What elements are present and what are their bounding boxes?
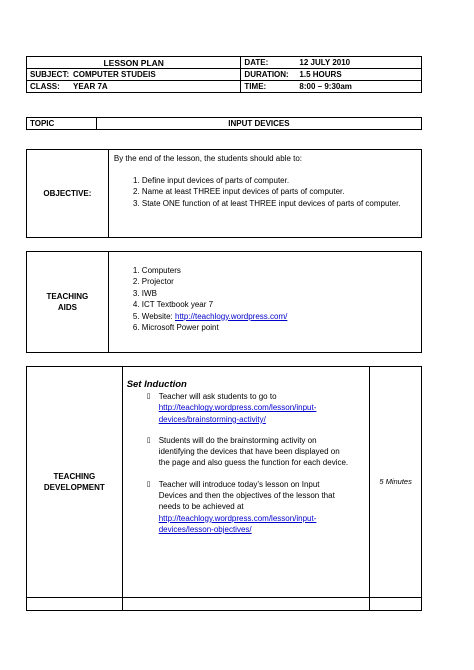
wingdings-bullet-icon: ▯ (146, 393, 151, 400)
time-allocation: 5 Minutes (370, 367, 422, 598)
bullet-3-line1: Teacher will introduce today’s lesson on Input (158, 479, 320, 489)
bullet-2-line3: the page and also guess the function for each device. (158, 458, 349, 468)
teaching-aids-table (26, 251, 422, 353)
teaching-development-table (26, 366, 422, 611)
bullet-3-line2: Devices and then the objectives of the lesson that (158, 491, 335, 501)
subject-value: COMPUTER STUDEIS (73, 70, 156, 79)
bullet-1-text: Teacher will ask students to go to (158, 392, 277, 401)
wingdings-bullet-icon: ▯ (146, 436, 151, 444)
teaching-aids-list (114, 265, 421, 333)
objective-content (108, 150, 421, 238)
brainstorming-link-line1[interactable]: http://teachlogy.wordpress.com/lesson/input- (158, 403, 317, 413)
time-cell (241, 81, 422, 93)
list-item: 3. State ONE function of at least THREE input devices of parts of computer. (142, 198, 421, 209)
wingdings-bullet-icon: ▯ (146, 480, 151, 488)
teaching-aids-label-line2: AIDS (57, 303, 77, 312)
duration-value: 1.5 HOURS (299, 70, 342, 79)
objectives-link-line2[interactable]: devices/lesson-objectives/ (158, 524, 252, 534)
empty-cell (27, 598, 123, 611)
objective-label: OBJECTIVE: (27, 150, 109, 238)
lesson-plan-title: LESSON PLAN (27, 57, 241, 69)
list-item: 3. IWB (142, 288, 421, 299)
objectives-link-line1[interactable]: http://teachlogy.wordpress.com/lesson/input- (158, 513, 317, 523)
class-value: YEAR 7A (73, 82, 108, 91)
list-item: 1. Computers (142, 265, 421, 276)
date-label: DATE: (244, 58, 269, 67)
date-value: 12 JULY 2010 (299, 58, 351, 67)
set-induction-heading: Set Induction (126, 379, 187, 390)
duration-label: DURATION: (244, 70, 289, 79)
teaching-aids-label-line1: TEACHING (46, 292, 89, 301)
bullet-item (147, 435, 370, 469)
duration-cell (241, 69, 422, 81)
brainstorming-link-line2[interactable]: devices/brainstorming-activity/ (158, 414, 266, 424)
topic-value: INPUT DEVICES (96, 118, 421, 130)
website-prefix: Website: (141, 311, 175, 321)
list-item: 2. Name at least THREE input devices of parts of computer. (142, 186, 421, 197)
list-item: 1. Define input devices of parts of computer. (142, 175, 421, 186)
date-cell (241, 57, 422, 69)
header-table (26, 56, 422, 93)
topic-table (26, 117, 422, 130)
bullet-3-line3: needs to be achieved at (158, 502, 244, 512)
teaching-aids-label (27, 252, 109, 353)
development-content (122, 367, 370, 598)
list-item (142, 311, 421, 322)
list-item: 6. Microsoft Power point (142, 322, 421, 333)
subject-label: SUBJECT: (30, 70, 70, 79)
objective-intro: By the end of the lesson, the students should able to: (113, 154, 303, 163)
topic-label: TOPIC (27, 118, 97, 130)
list-item: 4. ICT Textbook year 7 (142, 299, 421, 310)
bullet-2-line1: Students will do the brainstorming activity on (158, 435, 317, 445)
bullet-item (147, 391, 370, 425)
empty-cell (122, 598, 370, 611)
class-cell (27, 81, 241, 93)
teaching-development-label-line2: DEVELOPMENT (43, 483, 105, 492)
objective-table (26, 149, 422, 238)
bullet-item (147, 479, 370, 535)
teaching-aids-content (108, 252, 421, 353)
empty-cell (370, 598, 422, 611)
class-label: CLASS: (30, 82, 60, 91)
bullet-2-line2: identifying the devices that have been displayed on (158, 447, 340, 457)
teaching-development-label-line1: TEACHING (53, 472, 96, 481)
website-link[interactable]: http://teachlogy.wordpress.com/ (175, 311, 288, 321)
teaching-development-label (27, 367, 123, 598)
time-value: 8:00 – 9:30am (299, 82, 352, 91)
list-item: 2. Projector (142, 276, 421, 287)
objective-list (114, 175, 421, 209)
subject-cell (27, 69, 241, 81)
time-label: TIME: (244, 82, 267, 91)
